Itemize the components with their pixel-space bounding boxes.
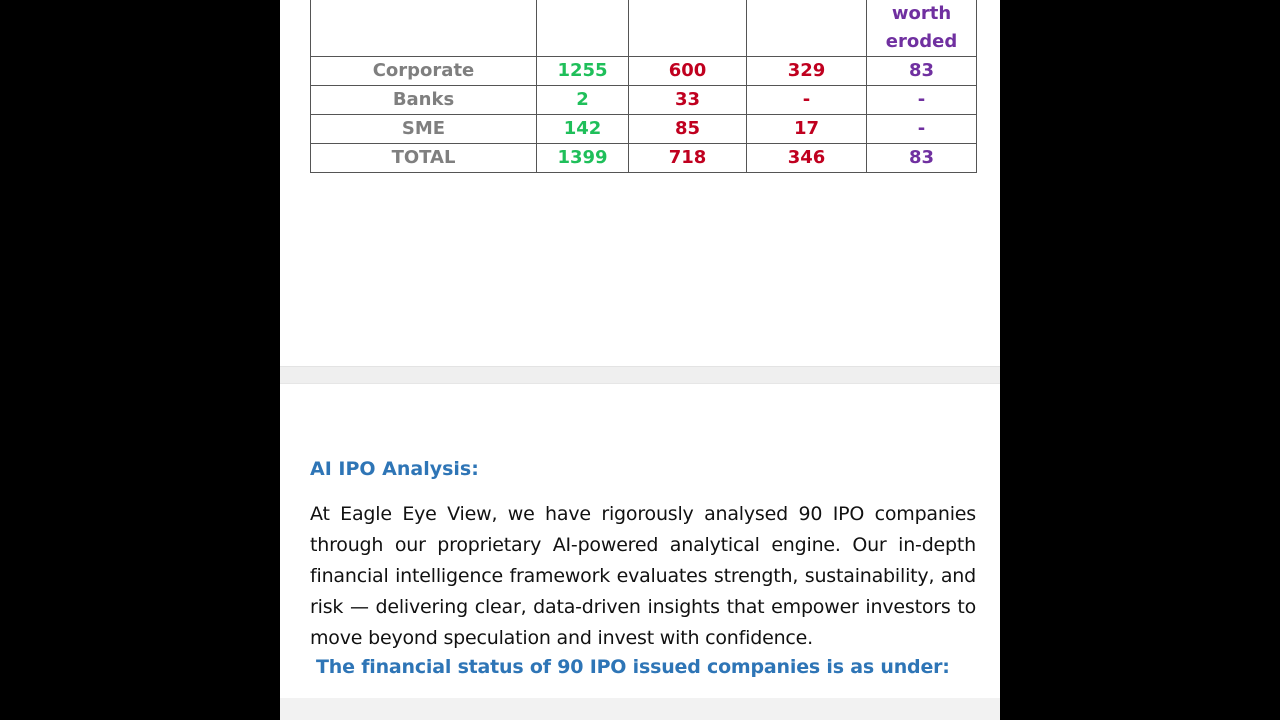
table-header-row [311, 0, 977, 57]
row-label: SME [311, 115, 537, 144]
row-green-value: 1399 [537, 144, 629, 173]
row-red1-value: 600 [629, 57, 747, 86]
row-red2-value: 329 [747, 57, 867, 86]
page-section-top [280, 0, 1000, 366]
row-green-value: 1255 [537, 57, 629, 86]
section-heading: AI IPO Analysis: [310, 458, 479, 480]
header-cell-category [311, 0, 537, 57]
header-text-eroded: eroded [885, 31, 958, 52]
row-label: TOTAL [311, 144, 537, 173]
status-subheading: The financial status of 90 IPO issued companies is as under: [316, 656, 950, 678]
page-break [280, 366, 1000, 384]
document-page [280, 0, 1000, 720]
row-red1-value: 33 [629, 86, 747, 115]
row-red1-value: 718 [629, 144, 747, 173]
header-cell-green [537, 0, 629, 57]
row-green-value: 142 [537, 115, 629, 144]
table-row [311, 115, 977, 144]
page-break-bottom [280, 698, 1000, 720]
row-red2-value: 346 [747, 144, 867, 173]
header-cell-net-worth-eroded [867, 0, 977, 57]
row-purple-value: 83 [867, 57, 977, 86]
ipo-summary-table [310, 0, 977, 173]
table-row [311, 86, 977, 115]
row-label: Banks [311, 86, 537, 115]
header-cell-red2 [747, 0, 867, 57]
table-row [311, 57, 977, 86]
row-red1-value: 85 [629, 115, 747, 144]
row-purple-value: 83 [867, 144, 977, 173]
row-purple-value: - [867, 115, 977, 144]
row-purple-value: - [867, 86, 977, 115]
row-red2-value: - [747, 86, 867, 115]
row-label: Corporate [311, 57, 537, 86]
body-paragraph: At Eagle Eye View, we have rigorously analysed 90 IPO companies through our proprietary AI-powered analytical engine. Our in-depth financial intelligence framework evaluates strength, sustainability, and risk — delivering clear, data-driven insights that empower investors to move beyond speculation and invest with confidence. [310, 503, 976, 649]
header-text-worth: worth [891, 3, 952, 24]
row-red2-value: 17 [747, 115, 867, 144]
table-row-total [311, 144, 977, 173]
header-cell-red1 [629, 0, 747, 57]
row-green-value: 2 [537, 86, 629, 115]
